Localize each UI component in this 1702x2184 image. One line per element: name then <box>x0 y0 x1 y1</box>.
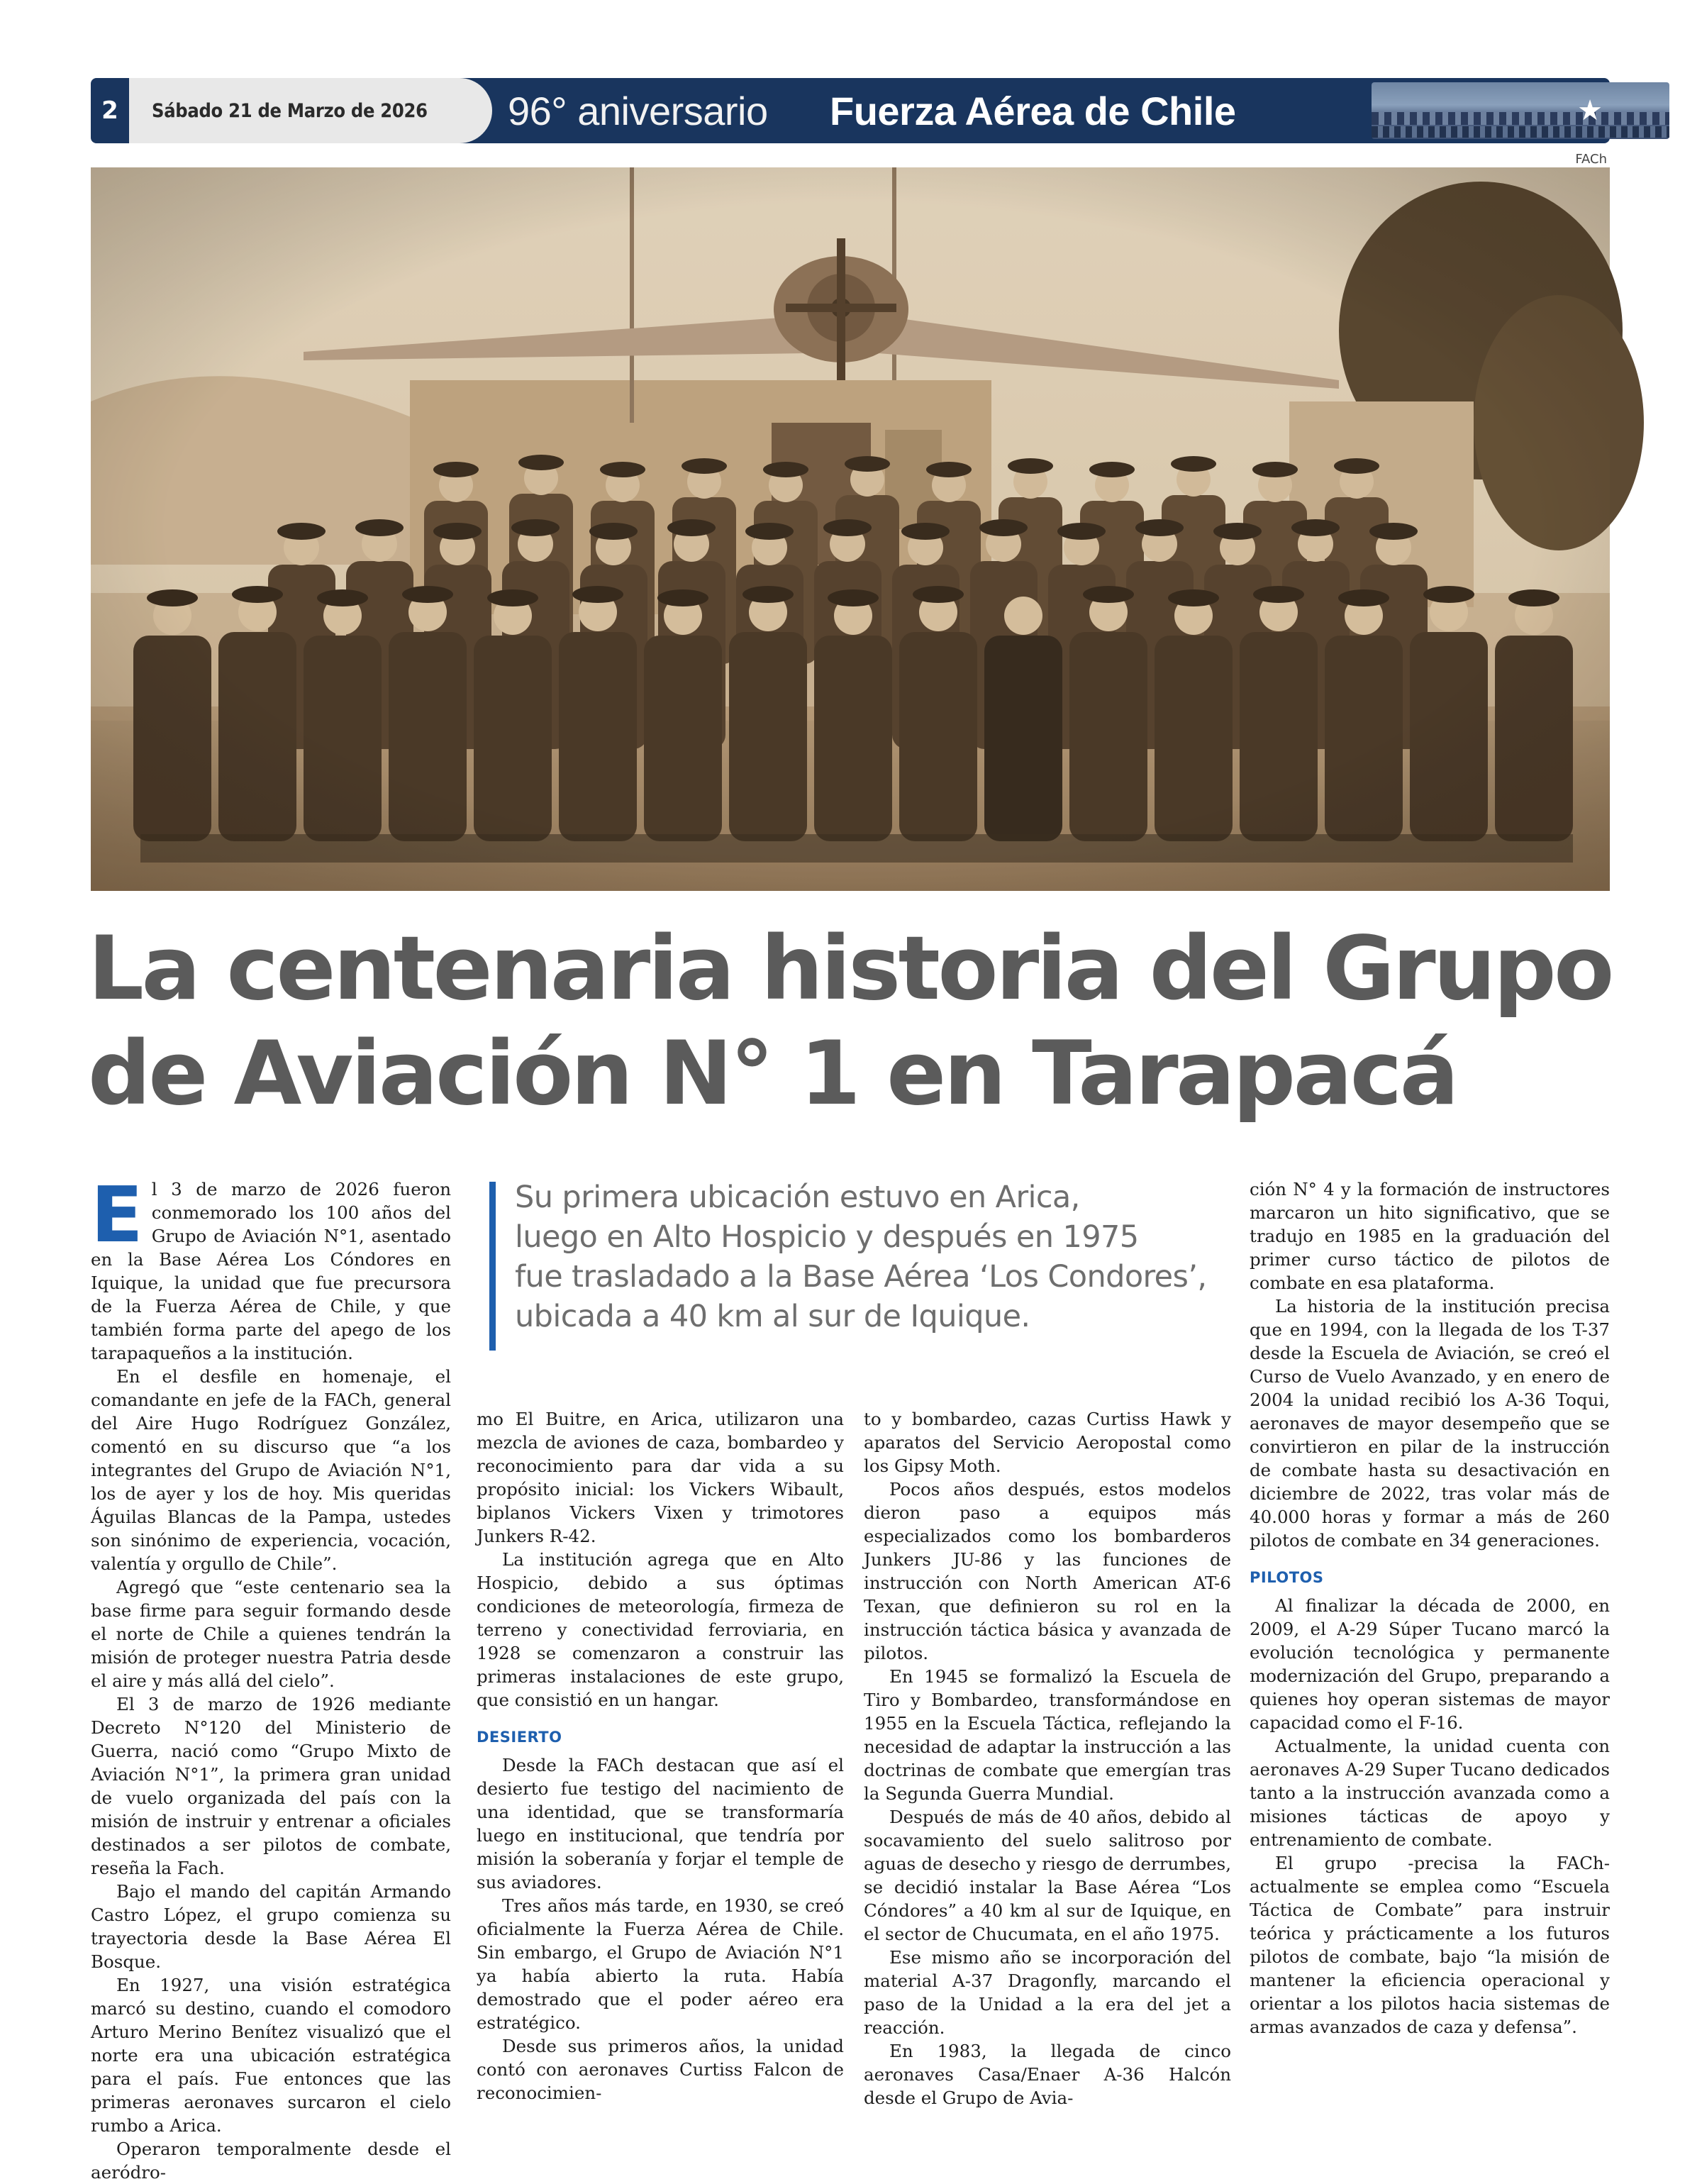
photo-credit: FACh <box>1575 152 1607 167</box>
subhead-pilotos: PILOTOS <box>1250 1569 1324 1586</box>
article-headline <box>88 916 1620 1126</box>
article-paragraph: En 1945 se formalizó la Escuela de Tiro y Bombardeo, transformándose en 1955 en la Escuela Táctica, reflejando la necesidad de adaptar la instrucción a las doctrinas de combate que emergían tras la Segunda Guerra Mundial. <box>864 1666 1231 1804</box>
headline-line-1: La centenaria historia del Grupo <box>88 918 1612 1020</box>
article-paragraph: Ese mismo año se incorporación del material A-37 Dragonfly, marcando el paso de la Unidad a la era del jet a reacción. <box>864 1947 1231 2038</box>
article-paragraph: Agregó que “este centenario sea la base firme para seguir formando desde el norte de Chile a quienes tendrán la misión de proteger nuestra Patria desde el aire y más allá del cielo”. <box>91 1577 451 1691</box>
article-paragraph: Desde la FACh destacan que así el desierto fue testigo del nacimiento de una identidad, que se transformaría luego en institucional, que tendría por misión la soberanía y forjar el temple de sus aviadores. <box>477 1755 844 1892</box>
pull-quote-line: luego en Alto Hospicio y después en 1975 <box>515 1219 1139 1255</box>
pull-quote-bar <box>489 1182 496 1351</box>
article-paragraph: Pocos años después, estos modelos dieron paso a equipos más especializados como los bombarderos Junkers JU-86 y las funciones de instrucción con North American AT-6 Texan, que definieron su rol en la instrucción táctica básica y avanzada de pilotos. <box>864 1479 1231 1663</box>
issue-date: Sábado 21 de Marzo de 2026 <box>129 78 492 143</box>
article-column-4 <box>1250 1177 1610 2039</box>
historical-group-photo <box>91 167 1610 891</box>
article-paragraph: Actualmente, la unidad cuenta con aeronaves A-29 Super Tucano dedicados tanto a la instrucción avanzada como a misiones tácticas de apoyo y entrenamiento de combate. <box>1250 1736 1610 1850</box>
section-header-band <box>91 78 1610 143</box>
article-column-2 <box>477 1407 844 2105</box>
article-paragraph: En el desfile en homenaje, el comandante en jefe de la FACh, general del Aire Hugo Rodríguez González, comentó en su discurso que “a los integrantes del Grupo de Aviación N°1, los de ayer y los de hoy. Mis queridas Águilas Blancas de la Pampa, ustedes son sinónimo de experiencia, vocación, valentía y orgullo de Chile”. <box>91 1366 451 1574</box>
subhead-desierto: DESIERTO <box>477 1729 562 1746</box>
article-paragraph: El grupo -precisa la FACh- actualmente se emplea como “Escuela Táctica de Combate” para instruir teórica y prácticamente a los futuros pilotos de combate, bajo “la misión de mantener la eficiencia operacional y orientar a los pilotos hacia sistemas de armas avanzados de caza y defensa”. <box>1250 1853 1610 2037</box>
star-icon: ★ <box>1577 94 1603 127</box>
anniversary-label: 96° aniversario <box>508 88 768 133</box>
institution-name: Fuerza Aérea de Chile <box>830 88 1236 133</box>
article-paragraph: La institución agrega que en Alto Hospicio, debido a sus óptimas condiciones de meteorología, firmeza de terreno y conectividad ferroviaria, en 1928 se comenzaron a construir las primeras instalaciones de este grupo, que consistió en un hangar. <box>477 1549 844 1710</box>
article-paragraph: Tres años más tarde, en 1930, se creó oficialmente la Fuerza Aérea de Chile. Sin embargo, el Grupo de Aviación N°1 ya había abierto la ruta. Había demostrado que el poder aéreo era estratégico. <box>477 1895 844 2033</box>
drop-cap: E <box>91 1171 143 1260</box>
pull-quote-line: Su primera ubicación estuvo en Arica, <box>515 1180 1080 1215</box>
article-paragraph: Operaron temporalmente desde el aeródro- <box>91 2139 451 2183</box>
article-paragraph: mo El Buitre, en Arica, utilizaron una mezcla de aviones de caza, bombardeo y reconocimiento para dar vida a su propósito inicial: los Vickers Wibault, biplanos Vickers Vixen y trimotores Junkers R-42. <box>477 1409 844 1546</box>
article-paragraph: En 1927, una visión estratégica marcó su destino, cuando el comodoro Arturo Merino Benítez visualizó que el norte era una ubicación estratégica para el país. Fue entonces que las primeras aeronaves surcaron el cielo rumbo a Arica. <box>91 1975 451 2136</box>
article-paragraph: Al finalizar la década de 2000, en 2009, el A-29 Súper Tucano marcó la evolución tecnológica y permanente modernización del Grupo, preparando a quienes hoy operan sistemas de mayor capacidad como el F-16. <box>1250 1595 1610 1733</box>
page-number: 2 <box>101 96 118 125</box>
article-paragraph: La historia de la institución precisa que en 1994, con la llegada de los T-37 desde la Escuela de Aviación, se creó el Curso de Vuelo Avanzado, y en enero de 2004 la unidad recibió los A-36 Toqui, aeronaves de mayor desempeño que se convirtieron en pilar de la instrucción de combate hasta su desactivación en diciembre de 2022, tras volar más de 40.000 horas y formar a más de 260 pilotos de combate en 34 generaciones. <box>1250 1296 1610 1551</box>
article-paragraph: Desde sus primeros años, la unidad contó con aeronaves Curtiss Falcon de reconocimien- <box>477 2036 844 2103</box>
article-paragraph: El 3 de marzo de 1926 mediante Decreto N°120 del Ministerio de Guerra, nació como “Grupo Mixto de Aviación N°1”, la primera gran unidad de vuelo organizada del país con la misión de instruir y entrenar a oficiales destinados a ser pilotos de combate, reseña la Fach. <box>91 1694 451 1878</box>
article-paragraph: El 3 de marzo de 2026 fueron conmemorado los 100 años del Grupo de Aviación N°1, asentado en la Base Aérea Los Cóndores en Iquique, la unidad que fue precursora de la Fuerza Aérea de Chile, y que también forma parte del apego de los tarapaqueños a la institución. <box>91 1171 451 1363</box>
pull-quote-line: fue trasladado a la Base Aérea ‘Los Condores’, <box>515 1259 1207 1295</box>
article-paragraph: to y bombardeo, cazas Curtiss Hawk y aparatos del Servicio Aeropostal como los Gipsy Moth. <box>864 1409 1231 1476</box>
article-paragraph: Después de más de 40 años, debido al socavamiento del suelo salitroso por aguas de desecho y riesgo de derrumbes, se decidió instalar la Base Aérea “Los Cóndores” a 40 km al sur de Iquique, en el sector de Chucumata, en el año 1975. <box>864 1807 1231 1944</box>
headline-line-2: de Aviación N° 1 en Tarapacá <box>88 1023 1457 1125</box>
article-column-3 <box>864 1407 1231 2110</box>
article-paragraph: Bajo el mando del capitán Armando Castro López, el grupo comienza su trayectoria desde la Base Aérea El Bosque. <box>91 1881 451 1972</box>
header-thumbnail-photo <box>1372 82 1669 139</box>
article-paragraph: En 1983, la llegada de cinco aeronaves Casa/Enaer A-36 Halcón desde el Grupo de Avia- <box>864 2041 1231 2108</box>
pull-quote-line: ubicada a 40 km al sur de Iquique. <box>515 1299 1030 1334</box>
article-paragraph: ción N° 4 y la formación de instructores marcaron un hito significativo, que se tradujo en 1985 en la graduación del primer curso táctico de pilotos de combate en esa plataforma. <box>1250 1179 1610 1293</box>
article-column-1 <box>91 1171 451 2184</box>
